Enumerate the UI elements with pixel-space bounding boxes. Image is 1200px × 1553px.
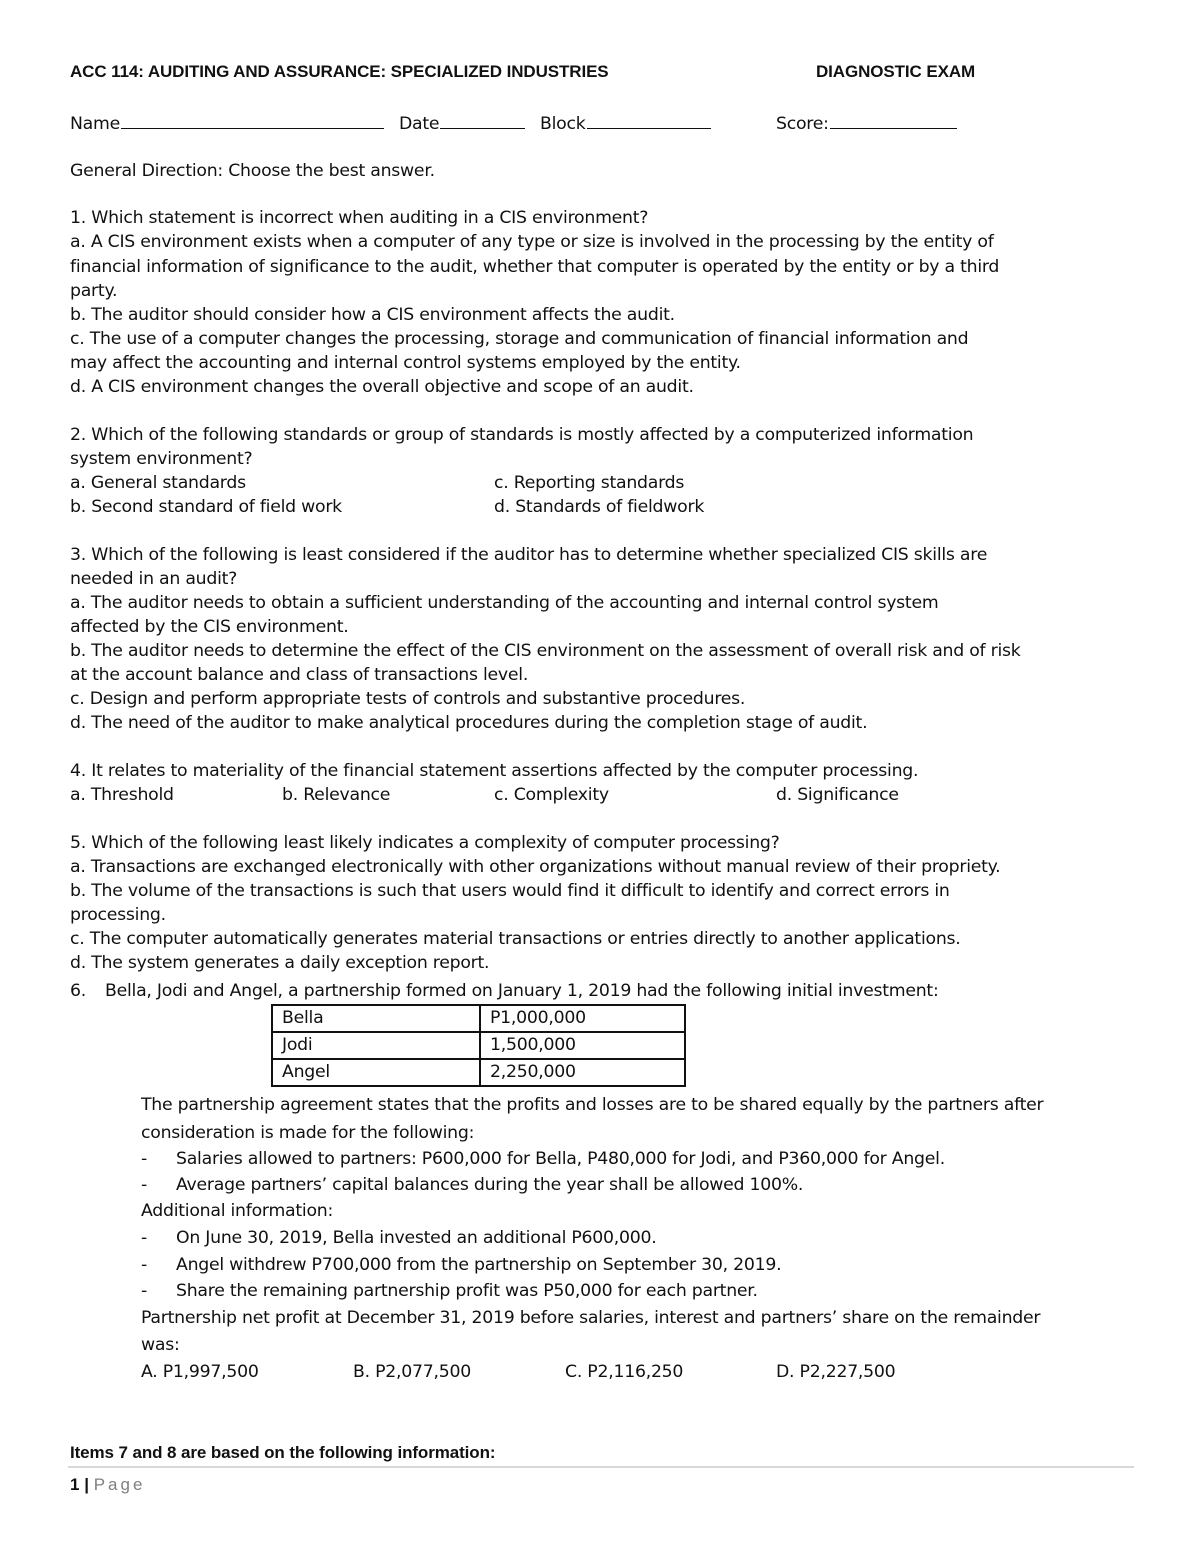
amount-cell: P1,000,000 [480,1005,685,1032]
q5-stem: 5. Which of the following least likely indicates a complexity of computer processing? [70,833,780,853]
q3-stem: 3. Which of the following is least considered if the auditor has to determine whether specialized CIS skills are [70,545,988,565]
q5-option-a: a. Transactions are exchanged electronically with other organizations without manual review of their propriety. [70,857,1001,877]
q6-capital-interest: Average partners’ capital balances during the year shall be allowed 100%. [176,1175,804,1195]
exam-type: DIAGNOSTIC EXAM [816,62,976,81]
q6-additional-label: Additional information: [141,1201,334,1221]
q6-salaries: Salaries allowed to partners: P600,000 for Bella, P480,000 for Jodi, and P360,000 for Angel. [176,1149,945,1169]
q3-option-b-cont: at the account balance and class of transactions level. [70,665,529,685]
q2-option-c: c. Reporting standards [494,473,685,493]
q1-option-a: a. A CIS environment exists when a computer of any type or size is involved in the processing by the entity of [70,232,994,252]
q4-option-c: c. Complexity [494,785,609,805]
q1-option-c: c. The use of a computer changes the processing, storage and communication of financial information and [70,329,969,349]
q6-choice-a: A. P1,997,500 [141,1362,259,1382]
partner-cell: Bella [272,1005,480,1032]
q6-stem: Bella, Jodi and Angel, a partnership formed on January 1, 2019 had the following initial investment: [105,981,939,1001]
bullet-dash: - [141,1255,147,1275]
q3-option-c: c. Design and perform appropriate tests of controls and substantive procedures. [70,689,746,709]
q3-option-d: d. The need of the auditor to make analytical procedures during the completion stage of audit. [70,713,868,733]
date-label: Date [399,114,440,134]
q6-number: 6. [70,981,86,1001]
partner-cell: Jodi [272,1032,480,1059]
q2-option-b: b. Second standard of field work [70,497,342,517]
q6-info-1: On June 30, 2019, Bella invested an additional P600,000. [176,1228,657,1248]
q2-stem-cont: system environment? [70,449,253,469]
q1-option-d: d. A CIS environment changes the overall objective and scope of an audit. [70,377,694,397]
investment-table [271,1004,686,1087]
q5-option-b-cont: processing. [70,905,166,925]
score-field[interactable] [776,111,957,136]
q6-agreement-cont: consideration is made for the following: [141,1123,475,1143]
name-field[interactable] [70,111,384,136]
q4-option-b: b. Relevance [282,785,391,805]
q5-option-b: b. The volume of the transactions is such that users would find it difficult to identify and correct errors in [70,881,950,901]
amount-cell: 2,250,000 [480,1059,685,1086]
q4-option-d: d. Significance [776,785,899,805]
general-direction: General Direction: Choose the best answer. [70,161,435,181]
items-note: Items 7 and 8 are based on the following information: [70,1443,496,1462]
bullet-dash: - [141,1228,147,1248]
block-blank[interactable] [587,111,711,129]
q2-option-a: a. General standards [70,473,246,493]
q2-option-d: d. Standards of fieldwork [494,497,705,517]
bullet-dash: - [141,1281,147,1301]
table-row [272,1059,685,1086]
name-label: Name [70,114,120,134]
table-row [272,1032,685,1059]
q1-option-b: b. The auditor should consider how a CIS environment affects the audit. [70,305,675,325]
q4-stem: 4. It relates to materiality of the financial statement assertions affected by the computer processing. [70,761,919,781]
q3-option-a-cont: affected by the CIS environment. [70,617,349,637]
footer-divider [68,1466,1134,1468]
page-number: 1 [70,1475,80,1494]
q3-option-a: a. The auditor needs to obtain a sufficient understanding of the accounting and internal control system [70,593,939,613]
page-footer [70,1474,145,1496]
q1-option-a-cont: financial information of significance to the audit, whether that computer is operated by the entity or by a third [70,257,1000,277]
q1-option-a-cont: party. [70,281,118,301]
page-word: Page [93,1475,146,1494]
partner-cell: Angel [272,1059,480,1086]
bullet-dash: - [141,1149,147,1169]
date-field[interactable] [399,111,525,136]
q6-choice-b: B. P2,077,500 [353,1362,471,1382]
q4-option-a: a. Threshold [70,785,174,805]
name-blank[interactable] [121,111,384,129]
q3-option-b: b. The auditor needs to determine the effect of the CIS environment on the assessment of overall risk and of risk [70,641,1021,661]
q6-question-cont: was: [141,1335,180,1355]
score-label: Score: [776,114,829,134]
date-blank[interactable] [440,111,525,129]
bullet-dash: - [141,1175,147,1195]
score-blank[interactable] [830,111,957,129]
block-label: Block [540,114,586,134]
q6-question: Partnership net profit at December 31, 2019 before salaries, interest and partners’ share on the remainder [141,1308,1041,1328]
block-field[interactable] [540,111,711,136]
q6-agreement: The partnership agreement states that the profits and losses are to be shared equally by the partners after [141,1095,1044,1115]
q6-info-3: Share the remaining partnership profit was P50,000 for each partner. [176,1281,758,1301]
q1-option-c-cont: may affect the accounting and internal control systems employed by the entity. [70,353,741,373]
q2-stem: 2. Which of the following standards or group of standards is mostly affected by a computerized information [70,425,974,445]
q1-stem: 1. Which statement is incorrect when auditing in a CIS environment? [70,208,649,228]
q5-option-d: d. The system generates a daily exception report. [70,953,490,973]
page-separator: | [84,1475,89,1494]
q6-choice-d: D. P2,227,500 [776,1362,896,1382]
amount-cell: 1,500,000 [480,1032,685,1059]
q6-info-2: Angel withdrew P700,000 from the partnership on September 30, 2019. [176,1255,782,1275]
q3-stem-cont: needed in an audit? [70,569,238,589]
table-row [272,1005,685,1032]
course-title: ACC 114: AUDITING AND ASSURANCE: SPECIALIZED INDUSTRIES [70,62,609,81]
q6-choice-c: C. P2,116,250 [565,1362,684,1382]
q5-option-c: c. The computer automatically generates material transactions or entries directly to another applications. [70,929,961,949]
